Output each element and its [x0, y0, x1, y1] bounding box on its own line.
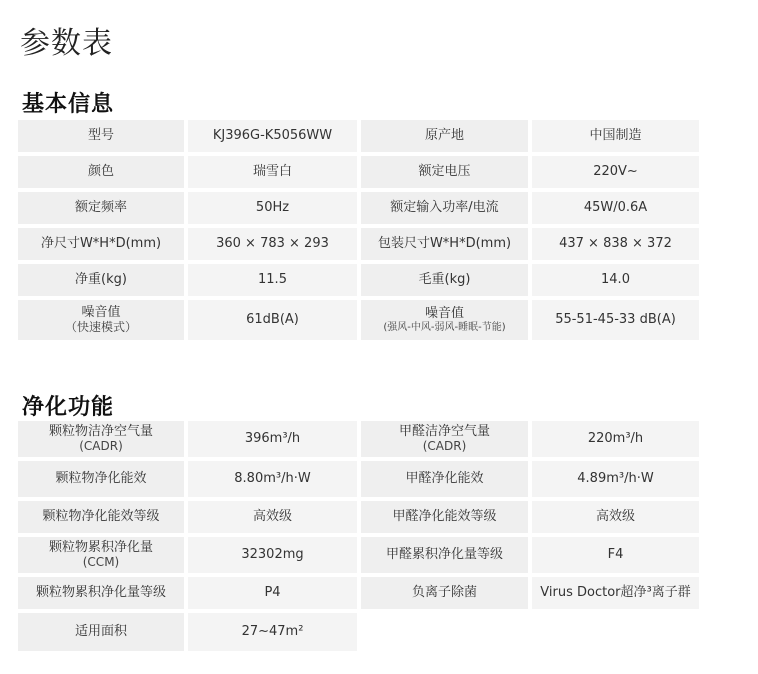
- table-row: [18, 421, 703, 457]
- table-row: [18, 264, 703, 296]
- value-cell: [532, 501, 699, 533]
- cell-text: 27~47m²: [241, 623, 304, 639]
- cell-text: 甲醛累积净化量等级: [385, 546, 503, 562]
- label-cell: [18, 613, 184, 651]
- cell-text: F4: [607, 546, 624, 562]
- cell-text: 颗粒物净化能效等级: [42, 508, 160, 524]
- label-cell: [18, 577, 184, 609]
- table-row: [18, 577, 703, 609]
- label-cell: [361, 120, 528, 152]
- label-cell: [361, 421, 528, 457]
- table-row: [18, 537, 703, 573]
- label-cell: [18, 300, 184, 340]
- cell-text: 55-51-45-33 dB(A): [555, 311, 676, 327]
- value-cell: [188, 613, 357, 651]
- cell-text: 净尺寸W*H*D(mm): [40, 235, 162, 251]
- label-cell: [361, 300, 528, 340]
- cell-text: 32302mg: [241, 546, 304, 562]
- value-cell: [532, 537, 699, 573]
- label-cell: [361, 264, 528, 296]
- value-cell: [188, 501, 357, 533]
- table-row: [18, 156, 703, 188]
- cell-text: 4.89m³/h·W: [577, 470, 654, 486]
- value-cell: [188, 461, 357, 497]
- cell-text: 颗粒物累积净化量等级: [35, 584, 166, 600]
- empty-cell: [361, 613, 528, 651]
- cell-text: 360 × 783 × 293: [216, 235, 329, 251]
- section-title-purification: 净化功能: [22, 395, 115, 420]
- basic-info-table: [18, 120, 703, 344]
- empty-cell: [532, 613, 699, 651]
- value-cell: [532, 156, 699, 188]
- cell-text: 噪音值: [81, 304, 121, 320]
- value-cell: [532, 120, 699, 152]
- value-cell: [532, 300, 699, 340]
- value-cell: [188, 120, 357, 152]
- cell-text: 瑞雪白: [252, 163, 292, 179]
- label-cell: [18, 156, 184, 188]
- cell-text: 220V~: [593, 163, 638, 179]
- cell-text: KJ396G-K5056WW: [212, 127, 333, 143]
- label-cell: [18, 421, 184, 457]
- purification-table: [18, 421, 703, 655]
- cell-text: 毛重(kg): [418, 271, 471, 287]
- label-cell: [18, 228, 184, 260]
- cell-text: 负离子除菌: [411, 584, 477, 600]
- cell-text: 额定频率: [74, 199, 127, 215]
- cell-text: 14.0: [601, 271, 630, 287]
- cell-text: 颗粒物累积净化量: [48, 539, 153, 555]
- cell-text: 包装尺寸W*H*D(mm): [377, 235, 512, 251]
- value-cell: [532, 461, 699, 497]
- value-cell: [188, 300, 357, 340]
- cell-text: 396m³/h: [244, 430, 301, 446]
- cell-subtext: (强风-中风-弱风-睡眠-节能): [383, 321, 506, 333]
- value-cell: [188, 228, 357, 260]
- value-cell: [188, 264, 357, 296]
- label-cell: [18, 537, 184, 573]
- value-cell: [532, 264, 699, 296]
- cell-text: 45W/0.6A: [583, 199, 648, 215]
- cell-text: 甲醛净化能效: [405, 470, 484, 486]
- cell-text: 颜色: [87, 163, 114, 179]
- label-cell: [18, 264, 184, 296]
- cell-text: 净重(kg): [75, 271, 127, 287]
- table-row: [18, 300, 703, 340]
- cell-text: 高效级: [595, 508, 635, 524]
- cell-text: 额定输入功率/电流: [390, 199, 499, 215]
- value-cell: [532, 421, 699, 457]
- cell-text: 颗粒物洁净空气量: [48, 423, 153, 439]
- table-row: [18, 613, 703, 651]
- label-cell: [361, 192, 528, 224]
- cell-text: 8.80m³/h·W: [234, 470, 311, 486]
- cell-text: 甲醛净化能效等级: [392, 508, 497, 524]
- value-cell: [532, 577, 699, 609]
- page-title: 参数表: [20, 26, 113, 61]
- table-row: [18, 461, 703, 497]
- cell-text: 噪音值: [424, 305, 464, 321]
- value-cell: [188, 537, 357, 573]
- cell-subtext: (CCM): [82, 554, 120, 569]
- value-cell: [188, 192, 357, 224]
- label-cell: [361, 577, 528, 609]
- label-cell: [18, 461, 184, 497]
- cell-text: 220m³/h: [587, 430, 644, 446]
- value-cell: [188, 421, 357, 457]
- value-cell: [188, 577, 357, 609]
- cell-text: 甲醛洁净空气量: [398, 423, 490, 439]
- label-cell: [361, 156, 528, 188]
- cell-subtext: (CADR): [422, 438, 467, 453]
- cell-text: 颗粒物净化能效: [55, 470, 147, 486]
- label-cell: [18, 120, 184, 152]
- label-cell: [361, 537, 528, 573]
- label-cell: [361, 501, 528, 533]
- cell-text: 适用面积: [74, 623, 127, 639]
- label-cell: [18, 501, 184, 533]
- cell-subtext: (CADR): [79, 438, 123, 453]
- cell-text: 型号: [87, 127, 114, 143]
- table-row: [18, 192, 703, 224]
- section-title-basic-info: 基本信息: [22, 92, 115, 117]
- cell-text: 50Hz: [255, 199, 290, 215]
- cell-text: 11.5: [258, 271, 287, 287]
- label-cell: [361, 461, 528, 497]
- label-cell: [18, 192, 184, 224]
- label-cell: [361, 228, 528, 260]
- cell-text: 原产地: [424, 127, 464, 143]
- value-cell: [532, 192, 699, 224]
- cell-text: 61dB(A): [246, 311, 299, 327]
- cell-text: Virus Doctor超净³离子群: [540, 584, 691, 600]
- cell-text: 高效级: [252, 508, 292, 524]
- value-cell: [188, 156, 357, 188]
- table-row: [18, 501, 703, 533]
- cell-text: 437 × 838 × 372: [559, 235, 672, 251]
- table-row: [18, 228, 703, 260]
- table-row: [18, 120, 703, 152]
- cell-text: 中国制造: [589, 127, 642, 143]
- value-cell: [532, 228, 699, 260]
- cell-text: 额定电压: [418, 163, 471, 179]
- cell-subtext: （快速模式）: [64, 319, 137, 334]
- cell-text: P4: [264, 584, 281, 600]
